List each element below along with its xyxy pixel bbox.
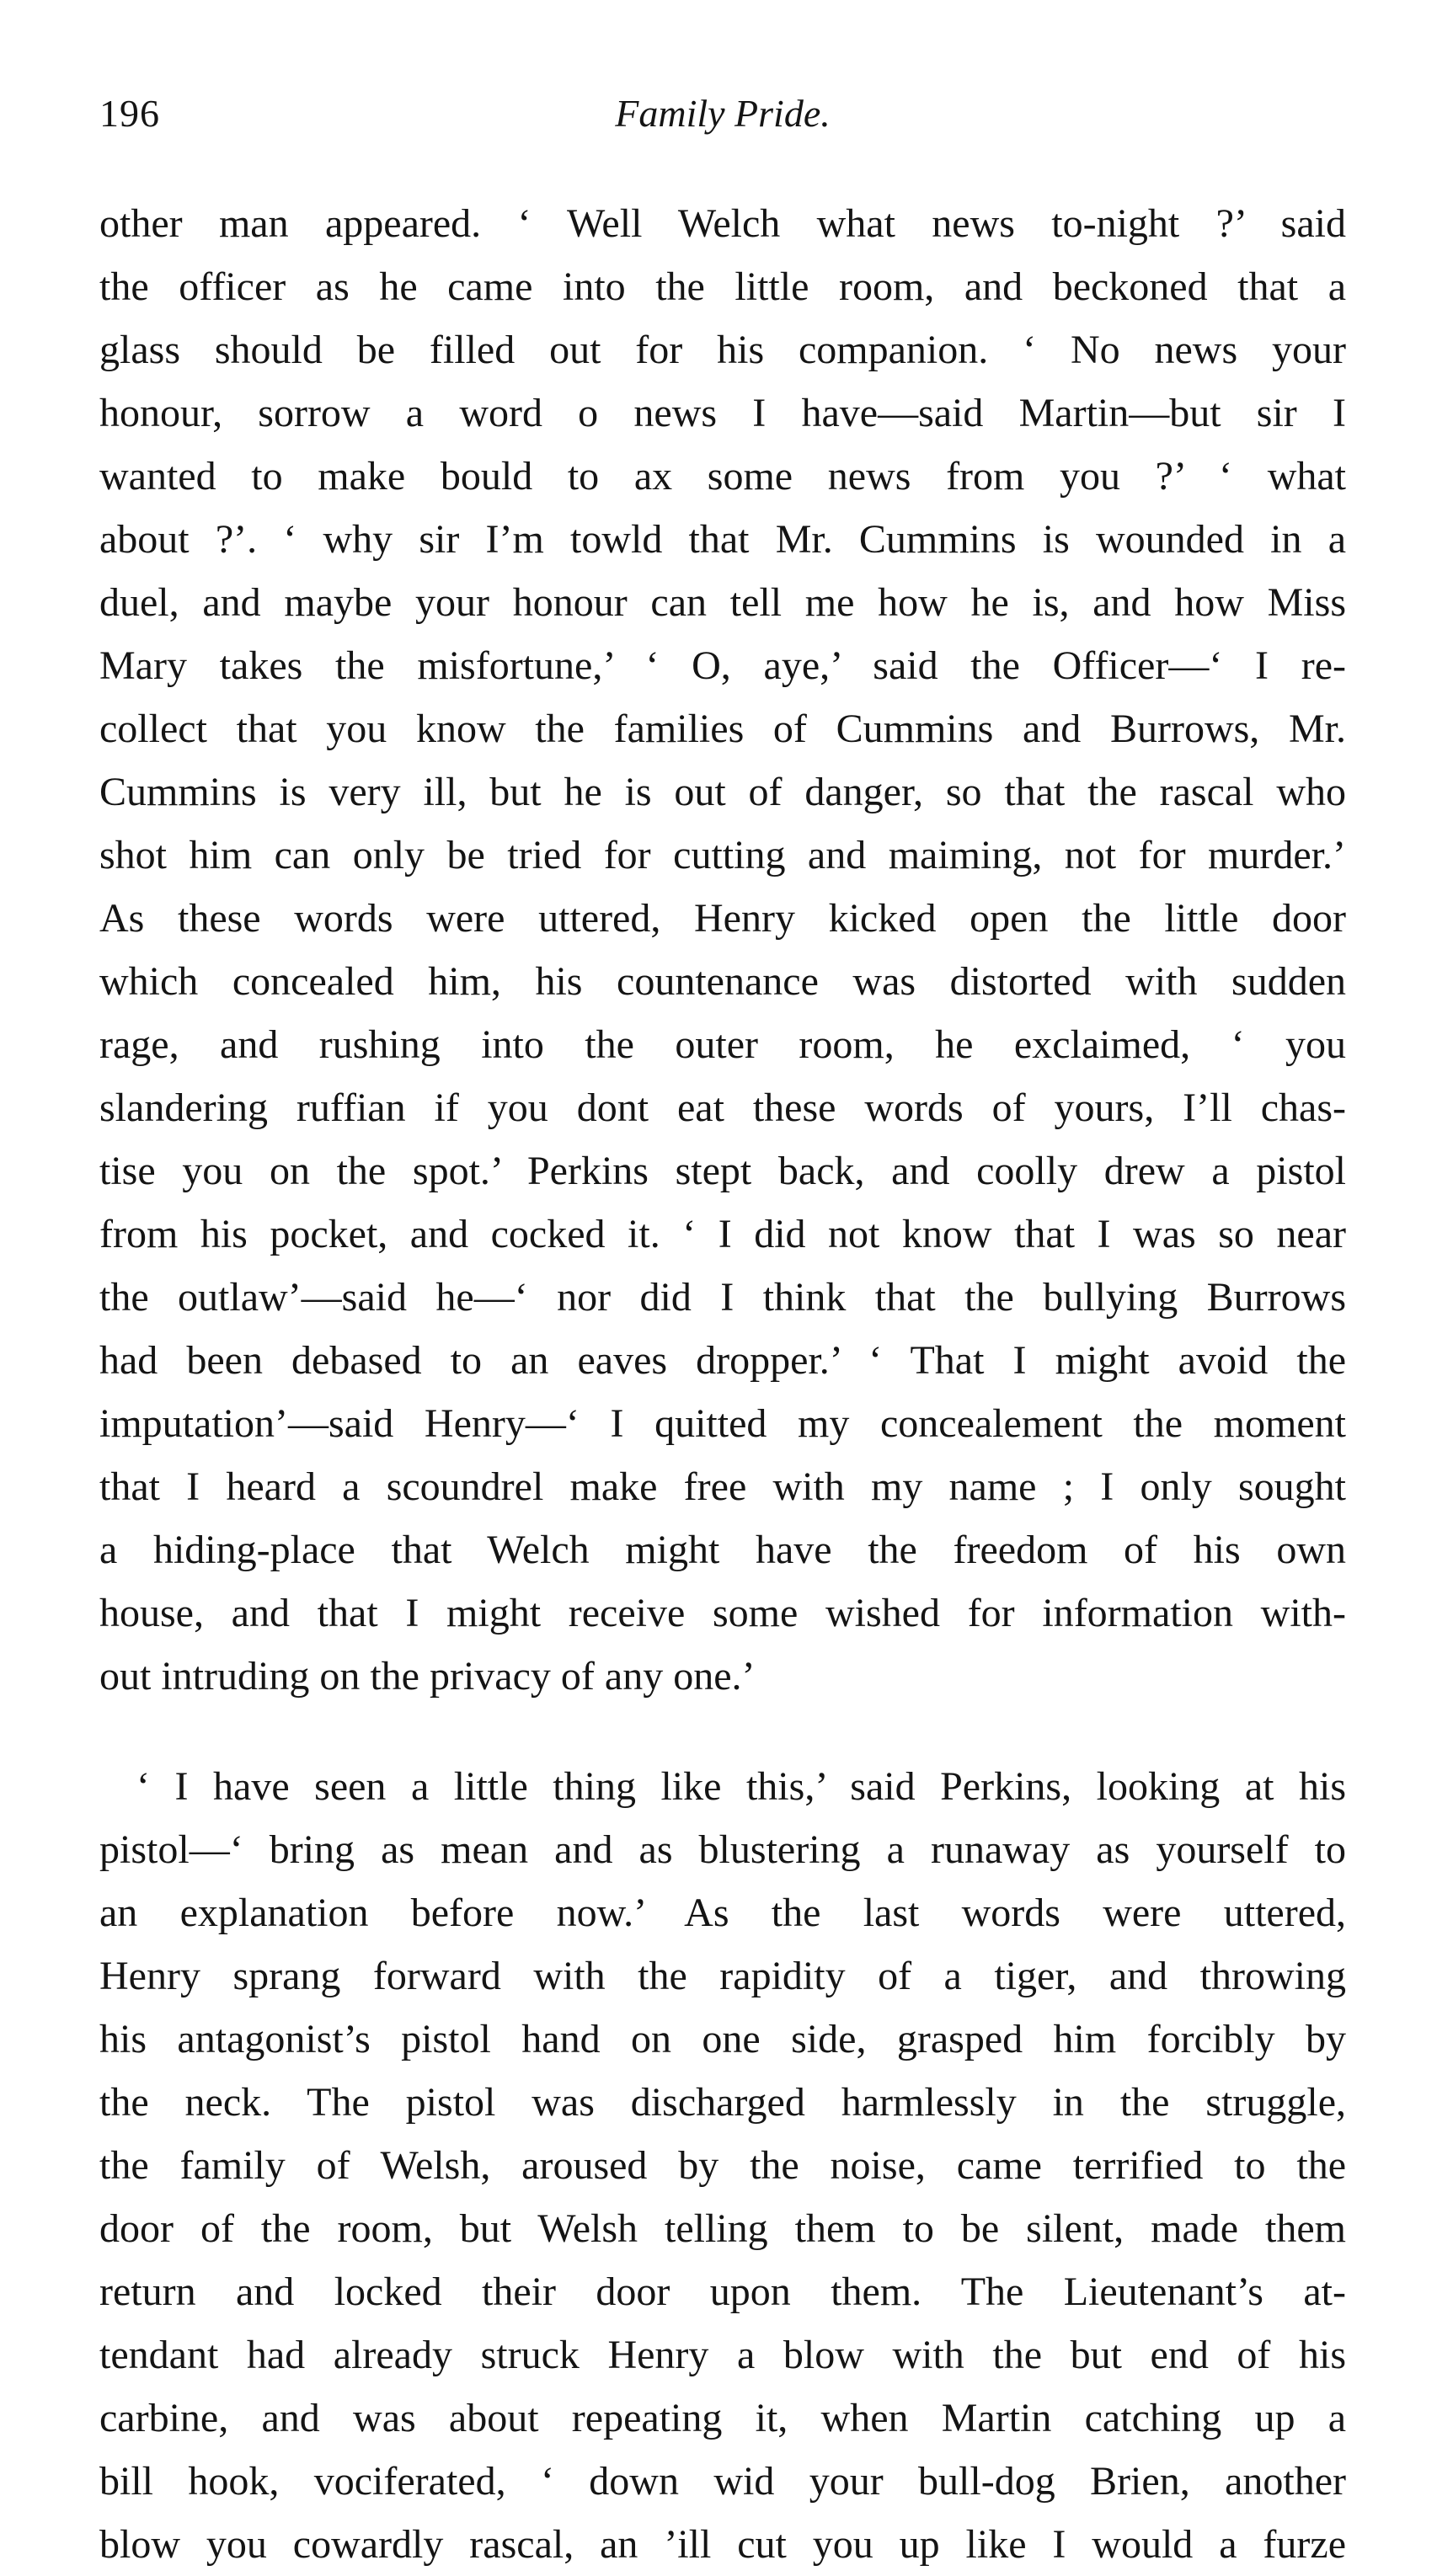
paragraph-break [99,1708,1346,1755]
text-line: from his pocket, and cocked it. ‘ I did not know that I was so near [99,1212,1346,1256]
text-line: house, and that I might receive some wished for information with- [99,1591,1346,1635]
text-line: bill hook, vociferated, ‘ down wid your bull-dog Brien, another [99,2459,1346,2504]
text-line: out intruding on the privacy of any one.’ [99,1654,756,1699]
text-line: the officer as he came into the little room, and beckoned that a [99,264,1346,309]
text-line: a hiding-place that Welch might have the freedom of his own [99,1528,1346,1572]
text-line: about ?’. ‘ why sir I’m towld that Mr. Cummins is wounded in a [99,517,1346,562]
text-line: the neck. The pistol was discharged harmlessly in the struggle, [99,2080,1346,2125]
text-line: an explanation before now.’ As the last words were uttered, [99,1891,1346,1935]
text-line: door of the room, but Welsh telling them to be silent, made them [99,2206,1346,2251]
body-text [99,192,1346,2576]
text-line: As these words were uttered, Henry kicked open the little door [99,896,1346,941]
paragraph-1 [99,192,1346,1708]
text-line: Mary takes the misfortune,’ ‘ O, aye,’ said the Officer—‘ I re- [99,643,1346,688]
text-line: imputation’—said Henry—‘ I quitted my concealement the moment [99,1401,1346,1446]
text-line: the family of Welsh, aroused by the noise, came terrified to the [99,2143,1346,2188]
text-line: his antagonist’s pistol hand on one side, grasped him forcibly by [99,2017,1346,2061]
text-line: rage, and rushing into the outer room, he exclaimed, ‘ you [99,1022,1346,1067]
text-line: pistol—‘ bring as mean and as blustering a runaway as yourself to [99,1827,1346,1872]
text-line: had been debased to an eaves dropper.’ ‘ That I might avoid the [99,1338,1346,1383]
text-line: collect that you know the families of Cummins and Burrows, Mr. [99,707,1346,751]
text-line: wanted to make bould to ax some news from you ?’ ‘ what [99,454,1346,499]
text-line: Henry sprang forward with the rapidity of a tiger, and throwing [99,1954,1346,1998]
text-line: slandering ruffian if you dont eat these words of yours, I’ll chas- [99,1085,1346,1130]
text-line: return and locked their door upon them. The Lieutenant’s at- [99,2269,1346,2314]
paragraph-2 [99,1755,1346,2576]
text-line: ‘ I have seen a little thing like this,’ said Perkins, looking at his [136,1764,1346,1809]
running-title: Family Pride. [615,92,831,135]
text-line: glass should be filled out for his companion. ‘ No news your [99,328,1346,372]
text-line: other man appeared. ‘ Well Welch what news to-night ?’ said [99,201,1346,246]
text-line: Cummins is very ill, but he is out of danger, so that the rascal who [99,770,1346,814]
text-line: carbine, and was about repeating it, when Martin catching up a [99,2396,1346,2440]
text-line: honour, sorrow a word o news I have—said Martin—but sir I [99,391,1346,435]
text-line: that I heard a scoundrel make free with my name ; I only sought [99,1464,1346,1509]
page-header [99,91,1346,150]
text-line: tise you on the spot.’ Perkins stept back, and coolly drew a pistol [99,1149,1346,1193]
text-line: tendant had already struck Henry a blow with the but end of his [99,2333,1346,2377]
text-line: which concealed him, his countenance was distorted with sudden [99,959,1346,1004]
text-line: duel, and maybe your honour can tell me how he is, and how Miss [99,580,1346,625]
text-line: blow you cowardly rascal, an ’ill cut you up like I would a furze [99,2522,1346,2567]
text-line: the outlaw’—said he—‘ nor did I think that the bullying Burrows [99,1275,1346,1320]
page-number: 196 [99,92,160,135]
text-line: shot him can only be tried for cutting and maiming, not for murder.’ [99,833,1346,877]
